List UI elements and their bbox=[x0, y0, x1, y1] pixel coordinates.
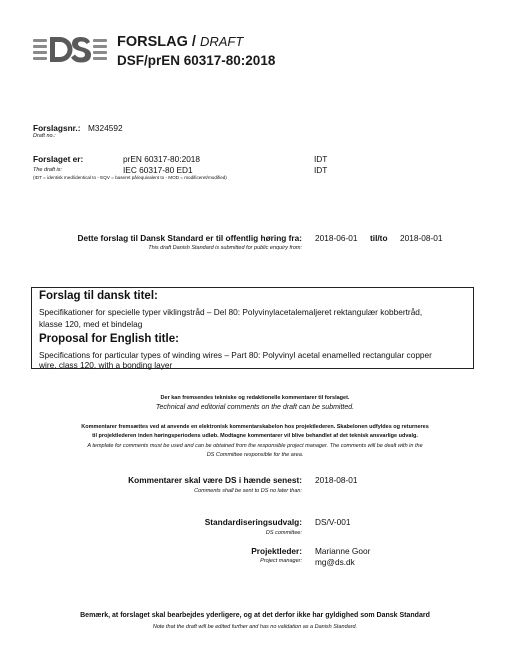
document-header-title bbox=[117, 34, 243, 50]
danish-title-line-2: klasse 120, med et bindelag bbox=[39, 319, 143, 329]
hearing-to-date: 2018-08-01 bbox=[400, 233, 443, 243]
draft-no-label: Forslagsnr.: bbox=[33, 123, 81, 133]
draft-is-label: Forslaget er: bbox=[33, 154, 84, 164]
committee-label-en: DS committee: bbox=[265, 530, 302, 536]
title-draft: DRAFT bbox=[199, 34, 244, 49]
title-box bbox=[31, 287, 474, 369]
draft-is-idt-2: IDT bbox=[314, 165, 328, 175]
hearing-to-label: til/to bbox=[370, 233, 388, 243]
english-title-line-1: Specifications for particular types of winding wires – Part 80: Polyvinyl acetal enamelled rectangular copper bbox=[39, 350, 432, 360]
committee-value: DS/V-001 bbox=[315, 517, 351, 527]
committee-label: Standardiseringsudvalg: bbox=[204, 517, 302, 527]
draft-is-value-1: prEN 60317-80:2018 bbox=[123, 154, 201, 164]
comments-template-en-1: A template for comments must be used and can be obtained from the responsible project manager. The comments will be dealt with in the bbox=[87, 443, 423, 449]
ds-logo-icon bbox=[33, 37, 111, 63]
manager-label-en: Project manager: bbox=[260, 558, 302, 564]
hearing-from-date: 2018-06-01 bbox=[315, 233, 358, 243]
comments-template-en-2: DS Committee responsible for the area. bbox=[206, 452, 304, 458]
draft-is-idt-1: IDT bbox=[314, 154, 328, 164]
draft-is-value-2: IEC 60317-80 ED1 bbox=[123, 165, 193, 175]
manager-label: Projektleder: bbox=[251, 546, 302, 556]
danish-title-heading: Forslag til dansk titel: bbox=[39, 290, 158, 302]
deadline-label: Kommentarer skal være DS i hænde senest: bbox=[128, 475, 302, 485]
danish-title-line-1: Specifikationer for specielle typer viklingstråd – Del 80: Polyvinylacetalemaljeret rektangulær kobbertråd, bbox=[39, 307, 423, 317]
manager-name: Marianne Goor bbox=[315, 546, 371, 556]
footer-note-en: Note that the draft will be edited further and has no validation as a Danish Standard. bbox=[152, 624, 358, 630]
draft-is-label-en: The draft is: bbox=[33, 167, 63, 173]
draft-no-label-en: Draft no.: bbox=[33, 133, 56, 139]
deadline-label-en: Comments shall be sent to DS no later than: bbox=[194, 488, 302, 494]
draft-no-value: M324592 bbox=[88, 123, 123, 133]
english-title-heading: Proposal for English title: bbox=[39, 333, 179, 345]
document-designation: DSF/prEN 60317-80:2018 bbox=[117, 53, 276, 68]
deadline-value: 2018-08-01 bbox=[315, 475, 358, 485]
title-prefix: FORSLAG / bbox=[117, 34, 196, 50]
comments-intro-en: Technical and editorial comments on the draft can be submitted. bbox=[155, 404, 355, 411]
manager-email-link[interactable]: mg@ds.dk bbox=[315, 557, 355, 567]
footer-note-da: Bemærk, at forslaget skal bearbejdes yderligere, og at det derfor ikke har gyldighed som Dansk Standard bbox=[80, 612, 430, 619]
comments-template-da-1: Kommentarer fremsættes ved at anvende en elektronisk kommentarskabelon hos projektlederen. Skabelonen udfyldes og returneres bbox=[81, 424, 429, 430]
hearing-label-en: This draft Danish Standard is submitted for public enquiry from: bbox=[148, 245, 302, 251]
hearing-label: Dette forslag til Dansk Standard er til offentlig høring fra: bbox=[77, 233, 302, 243]
comments-intro-da: Der kan fremsendes tekniske og redaktionelle kommentarer til forslaget. bbox=[160, 395, 350, 401]
idt-legend: (IDT = identisk med/identical to - EQV = baseret på/equivalent to - MOD = modificeret/modified) bbox=[33, 175, 227, 180]
comments-template-da-2: til projektlederen inden høringsperiodens udløb. Modtagne kommentarer vil blive behandlet af det teknisk ansvarlige udvalg. bbox=[92, 433, 418, 439]
english-title-line-2: wire, class 120, with a bonding layer bbox=[39, 360, 173, 370]
